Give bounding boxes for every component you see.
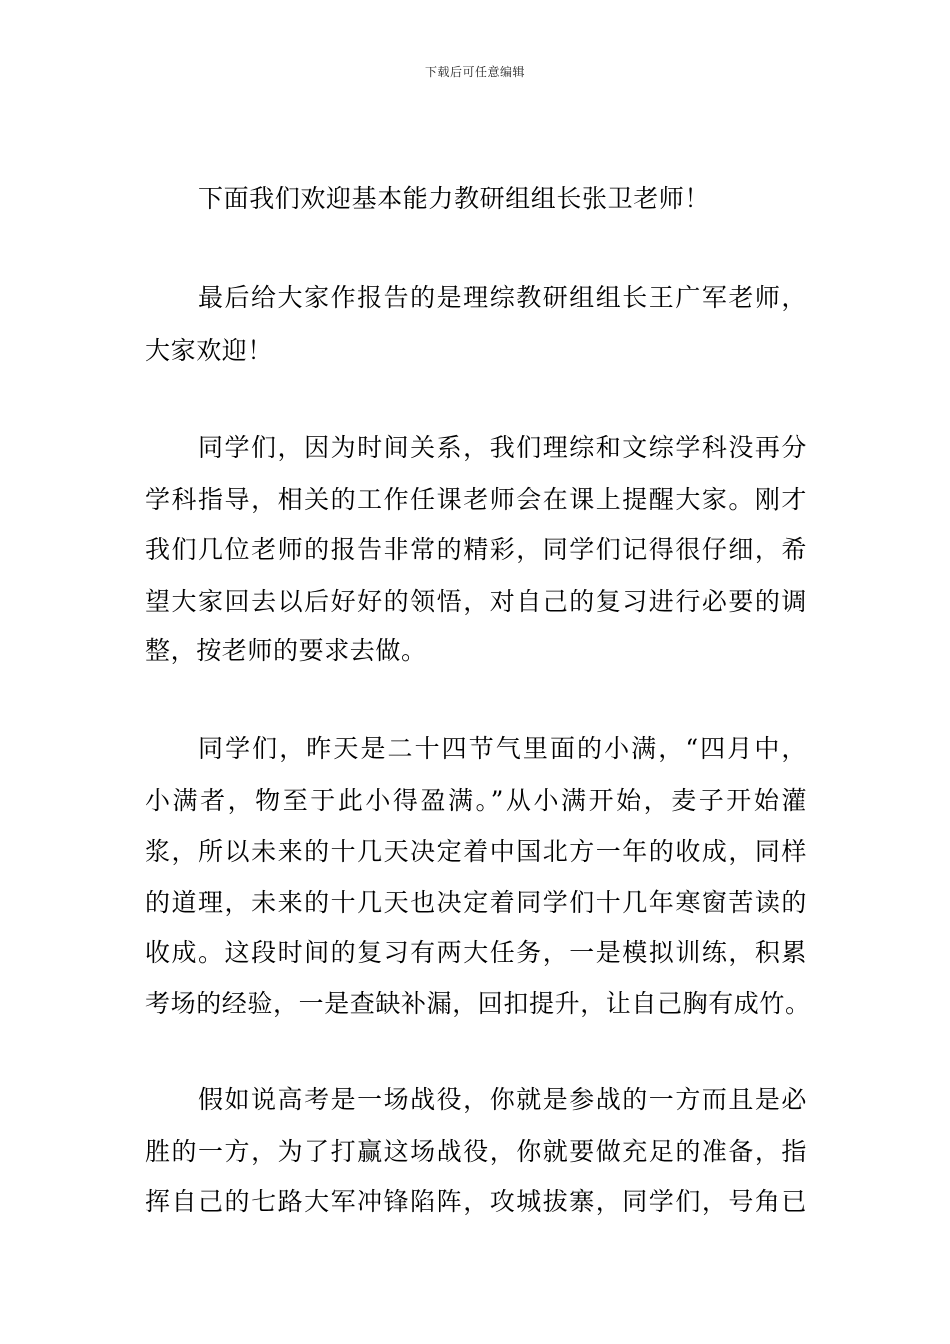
text-line: 挥自己的七路大军冲锋陷阵，攻城拔寨，同学们，号角已 bbox=[145, 1187, 807, 1216]
text-line: 最后给大家作报告的是理综教研组组长王广军老师， bbox=[198, 283, 807, 312]
text-line: 大家欢迎！ bbox=[145, 336, 274, 365]
text-line: 同学们，因为时间关系，我们理综和文综学科没再分 bbox=[198, 433, 807, 462]
text-line: 胜的一方，为了打赢这场战役，你就要做充足的准备，指 bbox=[145, 1137, 807, 1166]
text-line: 浆，所以未来的十几天决定着中国北方一年的收成，同样 bbox=[145, 837, 807, 866]
page-header-note: 下载后可任意编辑 bbox=[424, 65, 525, 79]
text-line: 的道理，未来的十几天也决定着同学们十几年寒窗苦读的 bbox=[145, 888, 807, 917]
text-line: 我们几位老师的报告非常的精彩，同学们记得很仔细，希 bbox=[145, 535, 807, 564]
text-line: 下面我们欢迎基本能力教研组组长张卫老师！ bbox=[198, 184, 711, 213]
text-line: 小满者，物至于此小得盈满。”从小满开始，麦子开始灌 bbox=[145, 786, 807, 815]
text-line: 望大家回去以后好好的领悟，对自己的复习进行必要的调 bbox=[145, 587, 807, 616]
text-line: 考场的经验，一是查缺补漏，回扣提升，让自己胸有成竹。 bbox=[145, 989, 811, 1018]
text-line: 整，按老师的要求去做。 bbox=[145, 636, 427, 665]
text-line: 学科指导，相关的工作任课老师会在课上提醒大家。刚才 bbox=[145, 485, 807, 514]
text-line: 同学们，昨天是二十四节气里面的小满，“四月中， bbox=[198, 734, 807, 763]
text-line: 收成。这段时间的复习有两大任务，一是模拟训练，积累 bbox=[145, 938, 807, 967]
text-line: 假如说高考是一场战役，你就是参战的一方而且是必 bbox=[198, 1085, 807, 1114]
